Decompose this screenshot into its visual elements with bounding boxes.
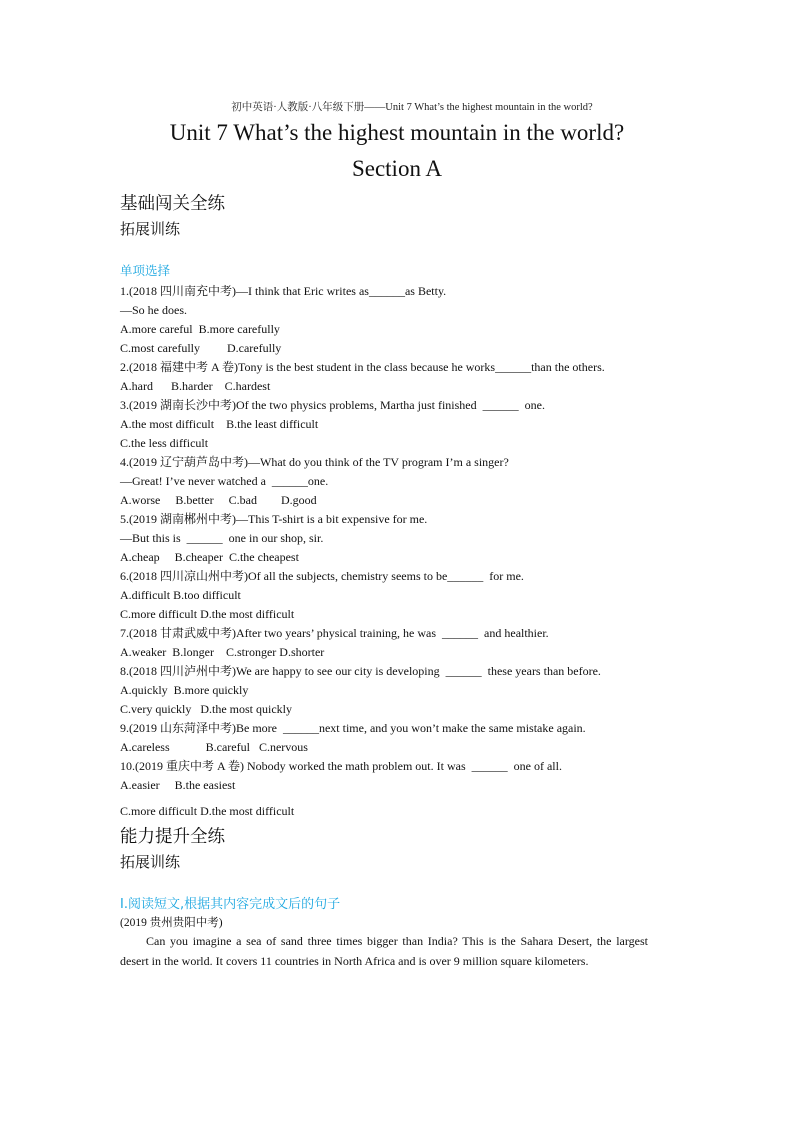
multiple-choice-label: 单项选择 [120,263,171,278]
question-line: 10.(2019 重庆中考 A 卷) Nobody worked the math problem out. It was ______ one of all. [120,759,562,773]
section-title: Section A [351,156,443,181]
question-line: 3.(2019 湖南长沙中考)Of the two physics problems, Martha just finished ______ one. [120,398,545,412]
question-line: 8.(2018 四川泸州中考)We are happy to see our city is developing ______ these years than before. [120,664,601,678]
option-line: A.cheap B.cheaper C.the cheapest [120,550,299,564]
part1-heading: 基础闯关全练 [120,194,225,214]
option-line: A.the most difficult B.the least difficult [120,417,319,431]
option-line: A.more careful B.more carefully [120,322,280,336]
option-line: C.very quickly D.the most quickly [120,702,292,716]
question-line: 7.(2018 甘肃武威中考)After two years’ physical training, he was ______ and healthier. [120,626,549,640]
option-line: C.most carefully D.carefully [120,341,282,355]
part2-heading: 能力提升全练 [120,827,225,847]
part2-subheading: 拓展训练 [120,853,181,871]
option-line: C.more difficult D.the most difficult [120,607,295,621]
question-line: —But this is ______ one in our shop, sir. [120,531,324,545]
option-line: C.the less difficult [120,436,209,450]
question-list [120,282,680,821]
option-line: A.difficult B.too difficult [120,588,241,602]
option-line: C.more difficult D.the most difficult [120,804,295,818]
question-line: —So he does. [120,303,187,317]
part1-subheading: 拓展训练 [120,220,181,238]
option-line: A.worse B.better C.bad D.good [120,493,317,507]
unit-title: Unit 7 What’s the highest mountain in the world? [169,120,625,145]
question-line: 9.(2019 山东菏泽中考)Be more ______next time, and you won’t make the same mistake again. [120,721,586,735]
question-line: 4.(2019 辽宁葫芦岛中考)—What do you think of the TV program I’m a singer? [120,455,509,469]
reading-task-title: Ⅰ.阅读短文,根据其内容完成文后的句子 [120,897,341,912]
option-line: A.weaker B.longer C.stronger D.shorter [120,645,325,659]
question-line: 6.(2018 四川凉山州中考)Of all the subjects, chemistry seems to be______ for me. [120,569,524,583]
running-header: 初中英语·人教版·八年级下册——Unit 7 What’s the highest mountain in the world? [231,102,593,113]
reading-passage: Can you imagine a sea of sand three times bigger than India? This is the Sahara Desert, the largest desert in the world. It covers 11 countries in North Africa and is over 9 million square kilometers. [120,934,648,968]
question-line: —Great! I’ve never watched a ______one. [120,474,329,488]
question-line: 1.(2018 四川南充中考)—I think that Eric writes as______as Betty. [120,284,447,298]
reading-source: (2019 贵州贵阳中考) [120,917,223,929]
option-line: A.quickly B.more quickly [120,683,249,697]
option-line: A.hard B.harder C.hardest [120,379,271,393]
option-line: A.easier B.the easiest [120,778,236,792]
question-line: 2.(2018 福建中考 A 卷)Tony is the best student in the class because he works______than the others. [120,360,605,374]
question-line: 5.(2019 湖南郴州中考)—This T-shirt is a bit expensive for me. [120,512,428,526]
option-line: A.careless B.careful C.nervous [120,740,308,754]
